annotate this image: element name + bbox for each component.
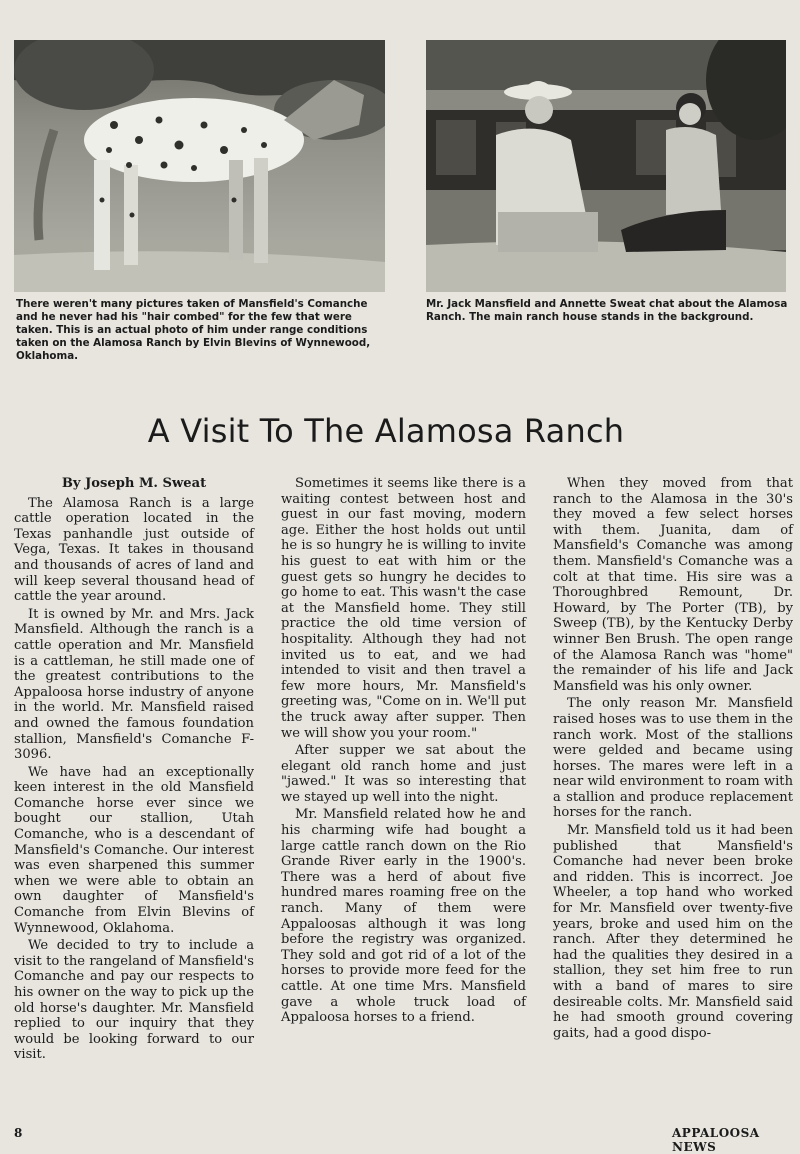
paragraph: Sometimes it seems like there is a waiting contest between host and guest in our fast moving, modern age. Either the host holds out until he is so hungry he is willing to invite his guest to eat with him or the guest gets so hungry he decides to go home to eat. This wasn't the case at the Mansfield home. They still practice the old time version of hospitality. Although they had not invited us to eat, and we had intended to visit and then travel a few more hours, Mr. Mansfield's greeting was, "Come on in. We'll put the truck away after supper. Then we will show you your room." — [281, 476, 526, 741]
caption-right-photo: Mr. Jack Mansfield and Annette Sweat chat about the Alamosa Ranch. The main ranch house stands in the background. — [426, 298, 788, 323]
paragraph: After supper we sat about the elegant old ranch home and just "jawed." It was so interesting that we stayed up well into the night. — [281, 743, 526, 805]
paragraph: Mr. Mansfield told us it had been published that Mansfield's Comanche had never been broke and ridden. This is incorrect. Joe Wheeler, a top hand who worked for Mr. Mansfield over twenty-five years, broke and used him on the ranch. After they determined he had the qualities they desired in a stallion, they set him free to run with a band of mares to sire desireable colts. Mr. Mansfield said he had smooth ground covering gaits, had a good dispo- — [553, 823, 793, 1041]
paragraph: The Alamosa Ranch is a large cattle operation located in the Texas panhandle just outside of Vega, Texas. It takes in thousand and thousands of acres of land and will keep several thousand head of cattle the year around. — [14, 495, 254, 605]
page-number: 8 — [14, 1126, 23, 1140]
ranch-photo-image — [426, 40, 786, 292]
paragraph: We decided to try to include a visit to the rangeland of Mansfield's Comanche and pay our respects to his owner on the way to pick up the old horse's daughter. Mr. Mansfield replied to our inquiry that they would be looking forward to our visit. — [14, 938, 254, 1063]
paragraph: When they moved from that ranch to the Alamosa in the 30's they moved a few select horses with them. Juanita, dam of Mansfield's Comanche was among them. Mansfield's Comanche was a colt at that time. His sire was a Thoroughbred Remount, Dr. Howard, by The Porter (TB), by Sweep (TB), by the Kentucky Derby winner Ben Brush. The open range of the Alamosa Ranch was "home" the remainder of his life and Jack Mansfield was his only owner. — [553, 476, 793, 694]
publication-name: APPALOOSA NEWS — [672, 1126, 760, 1154]
photo-appaloosa-stallion — [14, 40, 385, 292]
horse-photo-image — [14, 40, 385, 292]
photo-mansfield-and-sweat — [426, 40, 786, 292]
paragraph: The only reason Mr. Mansfield raised hoses was to use them in the ranch work. Most of the stallions were gelded and became using horses. The mares were left in a near wild environment to roam with a stallion and produce replacement horses for the ranch. — [553, 696, 793, 821]
article-column-2 — [281, 476, 526, 1028]
paragraph: It is owned by Mr. and Mrs. Jack Mansfield. Although the ranch is a cattle operation and Mr. Mansfield is a cattleman, he still made one of the greatest contributions to the Appaloosa horse industry of anyone in the world. Mr. Mansfield raised and owned the famous foundation stallion, Mansfield's Comanche F-3096. — [14, 606, 254, 763]
paragraph: Mr. Mansfield related how he and his charming wife had bought a large cattle ranch down on the Rio Grande River early in the 1900's. There was a herd of about five hundred mares roaming free on the ranch. Many of them were Appaloosas although it was long before the registry was organized. They sold and got rid of a lot of the horses to provide more feed for the cattle. At one time Mrs. Mansfield gave a whole truck load of Appaloosa horses to a friend. — [281, 807, 526, 1026]
paragraph: We have had an exceptionally keen interest in the old Mansfield Comanche horse ever since we bought our stallion, Utah Comanche, who is a descendant of Mansfield's Comanche. Our interest was even sharpened this summer when we were able to obtain an own daughter of Mansfield's Comanche from Elvin Blevins of Wynnewood, Oklahoma. — [14, 764, 254, 936]
article-headline: A Visit To The Alamosa Ranch — [147, 412, 625, 450]
article-column-1 — [14, 476, 254, 1065]
caption-left-photo: There weren't many pictures taken of Mansfield's Comanche and he never had his "hair combed" for the few that were taken. This is an actual photo of him under range conditions taken on the Alamosa Ranch by Elvin Blevins of Wynnewood, Oklahoma. — [16, 298, 371, 362]
article-byline: By Joseph M. Sweat — [61, 476, 207, 491]
article-column-3 — [553, 476, 793, 1043]
